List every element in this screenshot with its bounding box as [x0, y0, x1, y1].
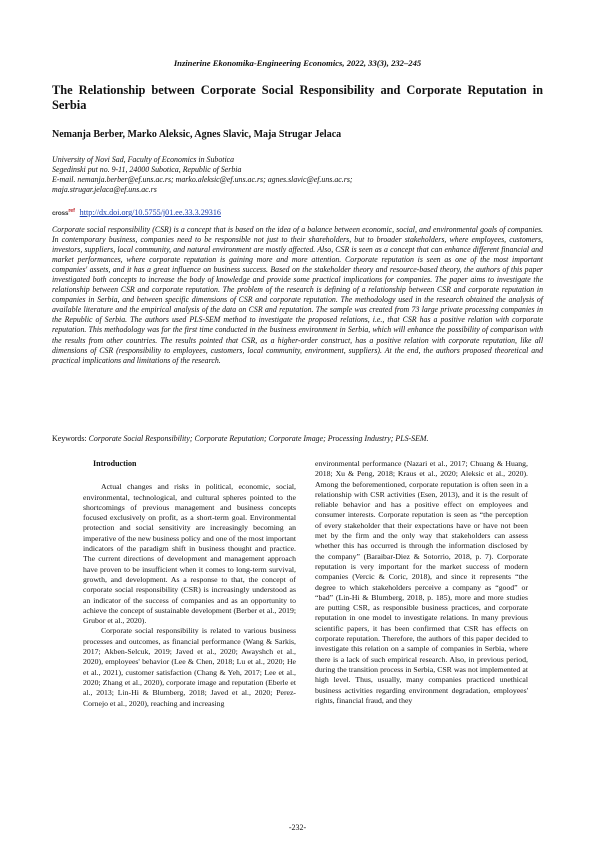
affiliation-emails-cont: maja.strugar.jelaca@ef.uns.ac.rs [52, 184, 157, 194]
right-column [315, 459, 528, 706]
journal-header: Inzinerine Ekonomika-Engineering Economics, 2022, 33(3), 232–245 [173, 58, 422, 68]
abstract: Corporate social responsibility (CSR) is a concept that is based on the idea of a balance between economic, social, and environmental goals of companies. In contemporary business, companies need to be responsible not just to their shareholders, but to broader stakeholders, where employees, customers, investors, suppliers, local community, and natural environment are mostly affected. Also, CSR is seen as a concept that can enhance different financial and market performances, where corporate reputation is gaining more and more attention. Corporate reputation is seen as one of the most important companies' assets, and it has a great influence on business success. Based on the stakeholder theory and resource-based theory, the authors of this paper investigated both concepts to increase the body of knowledge and provide some practical implications for companies. The paper aims to investigate the relationship between CSR and corporate reputation. The problem of the research is defining of a relationship between CSR and corporate reputation in companies in Serbia, and between specific dimensions of CSR and corporate reputation. The methodology used in the research obtained the analysis of available literature and the empirical analysis of the data on CSR and reputation. The sample was created from 73 large private processing companies in the Republic of Serbia. The authors used PLS-SEM method to investigate the proposed relations, i.e., that CSR has a positive relation with corporate reputation. This methodology was for the first time conducted in the business environment in Serbia, which will enhance the possibility of comparison with the results from other countries. The results pointed that CSR, as a higher-order construct, has a positive relation with corporate reputation, like all dimensions of CSR (responsibility to employees, customers, local community, environment, suppliers). At the end, the authors proposed theoretical and practical implications and limitations of the research. [52, 225, 543, 365]
doi-link[interactable]: http://dx.doi.org/10.5755/j01.ee.33.3.29316 [79, 208, 221, 218]
paper-title: The Relationship between Corporate Social Responsibility and Corporate Reputation in Serbia [52, 83, 543, 112]
doi-line [52, 208, 221, 217]
left-column [83, 459, 296, 709]
affiliation-address: Segedinski put no. 9-11, 24000 Subotica, Republic of Serbia [52, 164, 242, 174]
intro-paragraph-1: Actual changes and risks in political, economic, social, environmental, technological, and cultural spheres pointed to the shortcomings of previous management and business concepts focused exclusively on profit, as a short-term goal. Environmental protection and social sensitivity are increasingly becoming an imperative of the new business policy and one of the most important indicators of the paradigm shift in business thought and practice. The current directions of development and management approach have proven to be insufficient when it comes to long-term survival, growth, and development. As a response to that, the concept of corporate social responsibility (CSR) is increasingly understood as an indicator of the success of companies and as an opportunity to achieve the concept of sustainable development (Berber et al., 2019; Grubor et al., 2020). [83, 482, 296, 626]
intro-paragraph-3: environmental performance (Nazari et al., 2017; Chuang & Huang, 2018; Xu & Peng, 2018; Kraus et al., 2020; Aleksic et al., 2020). Among the beforementioned, corporate reputation is often seen in a relationship with CSR activities (Esen, 2013), and it is the result of reliable behavior and has a positive effect on employees and consumer interests. Corporate reputation is seen as “the perception of every stakeholder that their expectations have or have not been met by the firm and the only way that stakeholders can assess whether this has occurred is through the information disclosed by the company” (Baraibar-Diez & Sotorrio, 2018, p. 7). Corporate reputation is very important for the market success of modern companies (Vercic & Coric, 2018), and since it represents “the degree to which stakeholders perceive a company as “good” or “bad” (Lin-Hi & Blumberg, 2018, p. 185), more and more studies are putting CSR, as responsible business practices, and corporate reputation in one model to investigate relations. In many previous scientific papers, it has been confirmed that CSR has effects on corporate reputation. Therefore, the authors of this paper decided to investigate this relation on a sample of companies in Serbia, where there is a lack of such empirical research. Also, in previous period, during the transition process in Serbia, CSR was not implemented at high level. Thus, usually, many companies practiced unethical business activities regarding environment degradation, employees' rights, financial fraud, and they [315, 459, 528, 705]
intro-paragraph-2: Corporate social responsibility is related to various business processes and outcomes, as financial performance (Wang & Sarkis, 2017; Akben-Selcuk, 2019; Javed et al., 2020; Awayshch et al., 2020), employees' behavior (Lee & Chen, 2018; Lu et al., 2020; He et al., 2021), customer satisfaction (Chang & Yeh, 2017; Lee et al., 2020; Zhang et al., 2020), corporate image and reputation (Eberle et al., 2013; Lin-Hi & Blumberg, 2018; Javed et al., 2020; Perez-Cornejo et al., 2020), reaching and increasing [83, 626, 296, 708]
crossref-logo-suffix: ref [68, 208, 75, 214]
keywords [52, 434, 543, 443]
affiliation-line: University of Novi Sad, Faculty of Economics in Subotica [52, 155, 235, 164]
keywords-value: Corporate Social Responsibility; Corporate Reputation; Corporate Image; Processing Industry; PLS-SEM. [88, 434, 429, 443]
keywords-label: Keywords: [52, 434, 87, 443]
affiliation-emails: E-mail. nemanja.berber@ef.uns.ac.rs; marko.aleksic@ef.uns.ac.rs; agnes.slavic@ef.uns.ac.rs; [52, 174, 353, 184]
crossref-logo-text: cross [52, 210, 69, 218]
section-heading-introduction: Introduction [93, 459, 137, 468]
affiliation-block [52, 155, 543, 195]
page-number: -232- [288, 823, 307, 832]
author-list: Nemanja Berber, Marko Aleksic, Agnes Slavic, Maja Strugar Jelaca [52, 129, 342, 140]
crossref-logo [52, 208, 75, 217]
